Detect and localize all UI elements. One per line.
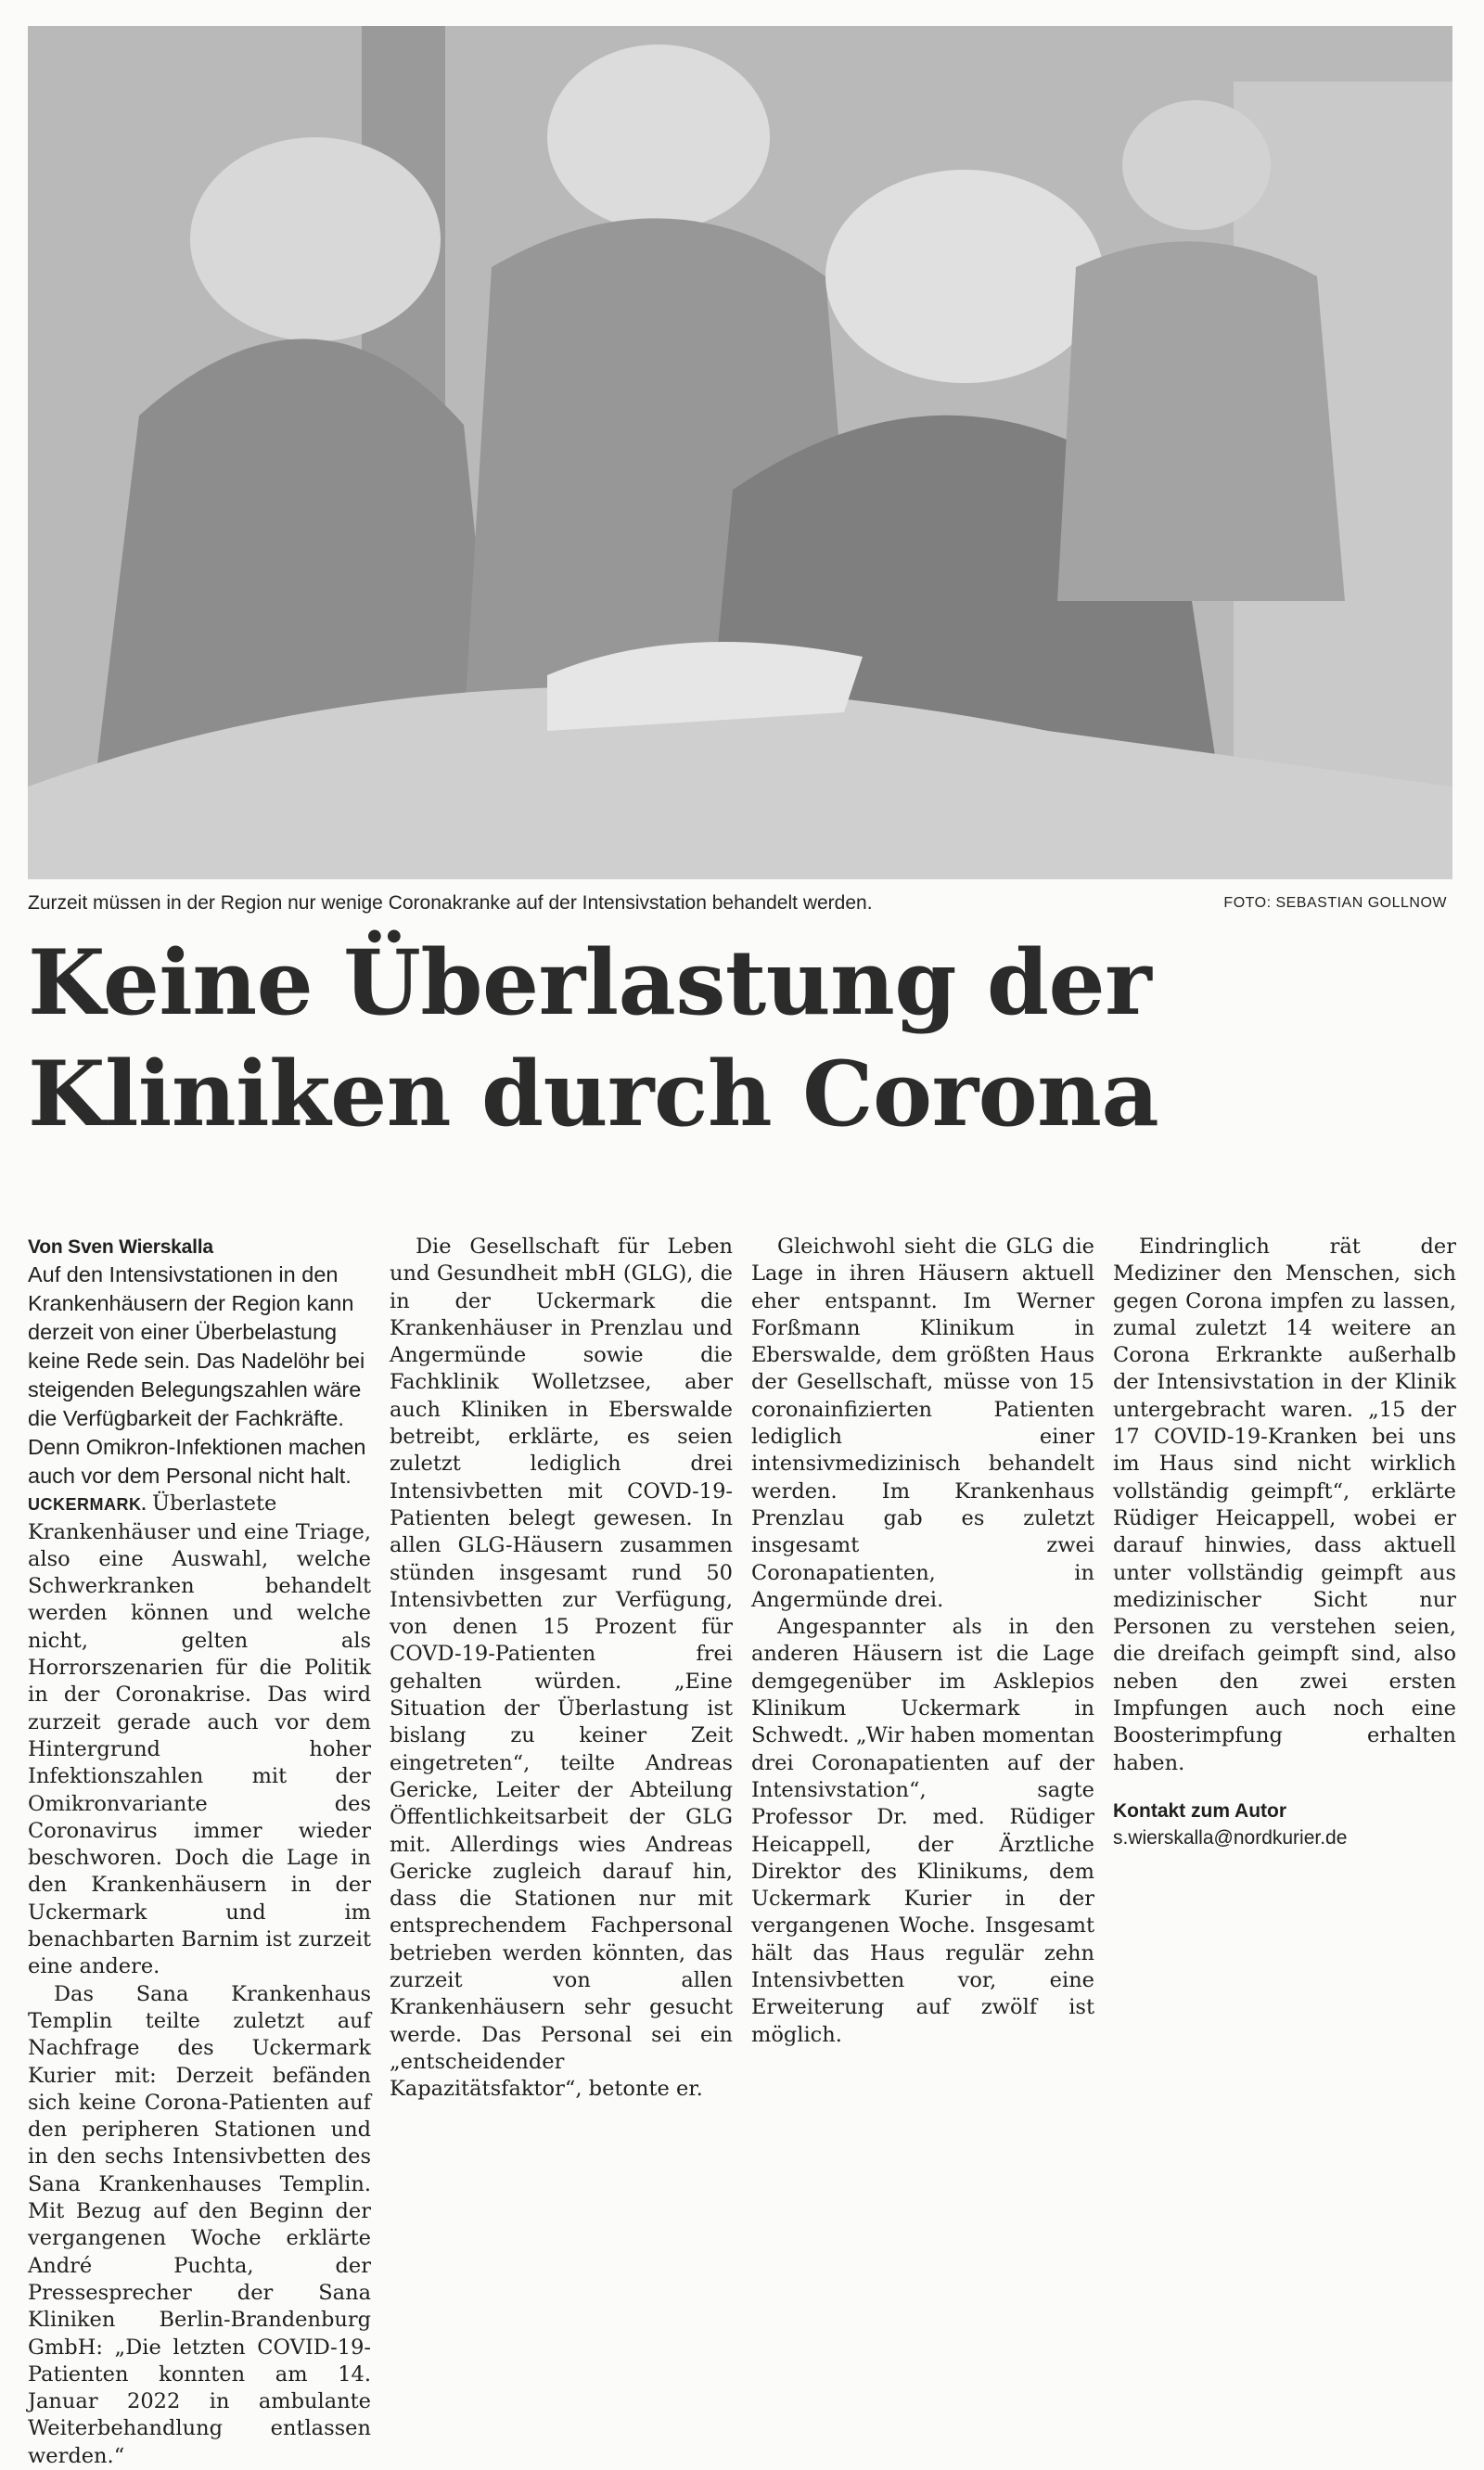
headline [28,928,1456,1150]
byline: Von Sven Wierskalla [28,1236,213,1258]
headline-line-2: Kliniken durch Corona [28,1042,1159,1146]
photo-caption-bar [28,889,1452,920]
paragraph-4: Gleichwohl sieht die GLG die Lage in ihren Häusern aktuell eher entspannt. Im Werner Forßmann Klinikum in Eberswalde, dem größten Haus der Gesellschaft, müsse von 15 coronainfizierten Patienten lediglich einer intensivmedizinisch behandelt werden. Im Krankenhaus Prenzlau gab es zuletzt insgesamt zwei Coronapatienten, in Angermünde drei. [751,1235,1094,1612]
column-3 [751,1234,1094,2249]
contact-email[interactable]: s.wierskalla@nordkurier.de [1113,1827,1348,1849]
article-body [28,1234,1456,2468]
photo-icon [28,26,1452,879]
photo-caption: Zurzeit müssen in der Region nur wenige Coronakranke auf der Intensivstation behandelt werden. [28,892,873,914]
photo-credit: FOTO: SEBASTIAN GOLLNOW [1223,895,1447,911]
contact-heading: Kontakt zum Autor [1113,1799,1287,1822]
headline-line-1: Keine Überlastung der [28,930,1152,1035]
article-photo [28,26,1452,879]
paragraph-5: Angespannter als in den anderen Häusern ist die Lage demgegenüber im Asklepios Klinikum Uckermark in Schwedt. „Wir haben momentan drei Coronapatienten auf der Intensivstation“, sagte Professor Dr. med. Rüdiger Heicappell, der Ärztliche Direktor des Klinikums, dem Uckermark Kurier in der vergangenen Woche. Insgesamt hält das Haus regulär zehn Intensivbetten vor, eine Erweiterung auf zwölf ist möglich. [751,1615,1094,2047]
lead-paragraph: Auf den Intensivstationen in den Krankenhäusern der Region kann derzeit von einer Überbelastung keine Rede sein. Das Nadelöhr bei steigenden Belegungszahlen wäre die Verfügbarkeit der Fachkräfte. Denn Omikron-Infektionen machen auch vor dem Personal nicht halt. [28,1262,366,1489]
dateline: UCKERMARK. [28,1495,147,1515]
column-4 [1113,1234,1456,2249]
paragraph-1-text: Überlastete Krankenhäuser und eine Triage, also eine Auswahl, welche Schwerkranken behandelt werden können und welche nicht, gelten als Horrorszenarien für die Politik in der Coronakrise. Das wird zurzeit gerade auch vor dem Hintergrund hoher Infektionszahlen mit der Omikronvariante des Coronavirus immer wieder beschworen. Doch die Lage in den Krankenhäusern in der Uckermark und im benachbarten Barnim ist zurzeit eine andere. [28,1491,371,1979]
column-1 [28,1234,371,2468]
paragraph-3: Die Gesellschaft für Leben und Gesundheit mbH (GLG), die in der Uckermark die Krankenhäuser in Prenzlau und Angermünde sowie die Fachklinik Wolletzsee, aber auch Kliniken in Eberswalde betreibt, erklärte, es seien zuletzt lediglich drei Intensivbetten mit COVD-19-Patienten belegt gewesen. In allen GLG-Häusern zusammen stünden insgesamt rund 50 Intensivbetten zur Verfügung, von denen 15 Prozent für COVD-19-Patienten frei gehalten würden. „Eine Situation der Überlastung ist bislang zu keiner Zeit eingetreten“, teilte Andreas Gericke, Leiter der Abteilung Öffentlichkeitsarbeit der GLG mit. Allerdings wies Andreas Gericke zugleich darauf hin, dass die Stationen nur mit entsprechendem Fachpersonal betrieben werden könnten, das zurzeit von allen Krankenhäusern sehr gesucht werde. Das Personal sei ein „entscheidender Kapazitätsfaktor“, betonte er. [390,1235,733,2102]
paragraph-1 [28,1491,371,1980]
paragraph-6: Eindringlich rät der Mediziner den Menschen, sich gegen Corona impfen zu lassen, zumal zuletzt 14 weitere an Corona Erkrankte außerhalb der Intensivstation in der Klinik untergebracht waren. „15 der 17 COVID-19-Kranken bei uns im Haus sind nicht wirklich vollständig geimpft“, erklärte Rüdiger Heicappell, wobei er darauf hinwies, dass aktuell unter vollständig geimpft aus medizinischer Sicht nur Personen zu verstehen seien, die dreifach geimpft sind, also neben den zwei ersten Impfungen auch noch eine Boosterimpfung erhalten haben. [1113,1235,1456,1775]
column-2 [390,1234,733,2249]
paragraph-2: Das Sana Krankenhaus Templin teilte zuletzt auf Nachfrage des Uckermark Kurier mit: Derzeit befänden sich keine Corona-Patienten auf den peripheren Stationen und in den sechs Intensivbetten des Sana Krankenhauses Templin. Mit Bezug auf den Beginn der vergangenen Woche erklärte André Puchta, der Pressesprecher der Sana Kliniken Berlin-Brandenburg GmbH: „Die letzten COVID-19-Patienten konnten am 14. Januar 2022 in ambulante Weiterbehandlung entlassen werden.“ [28,1981,371,2468]
